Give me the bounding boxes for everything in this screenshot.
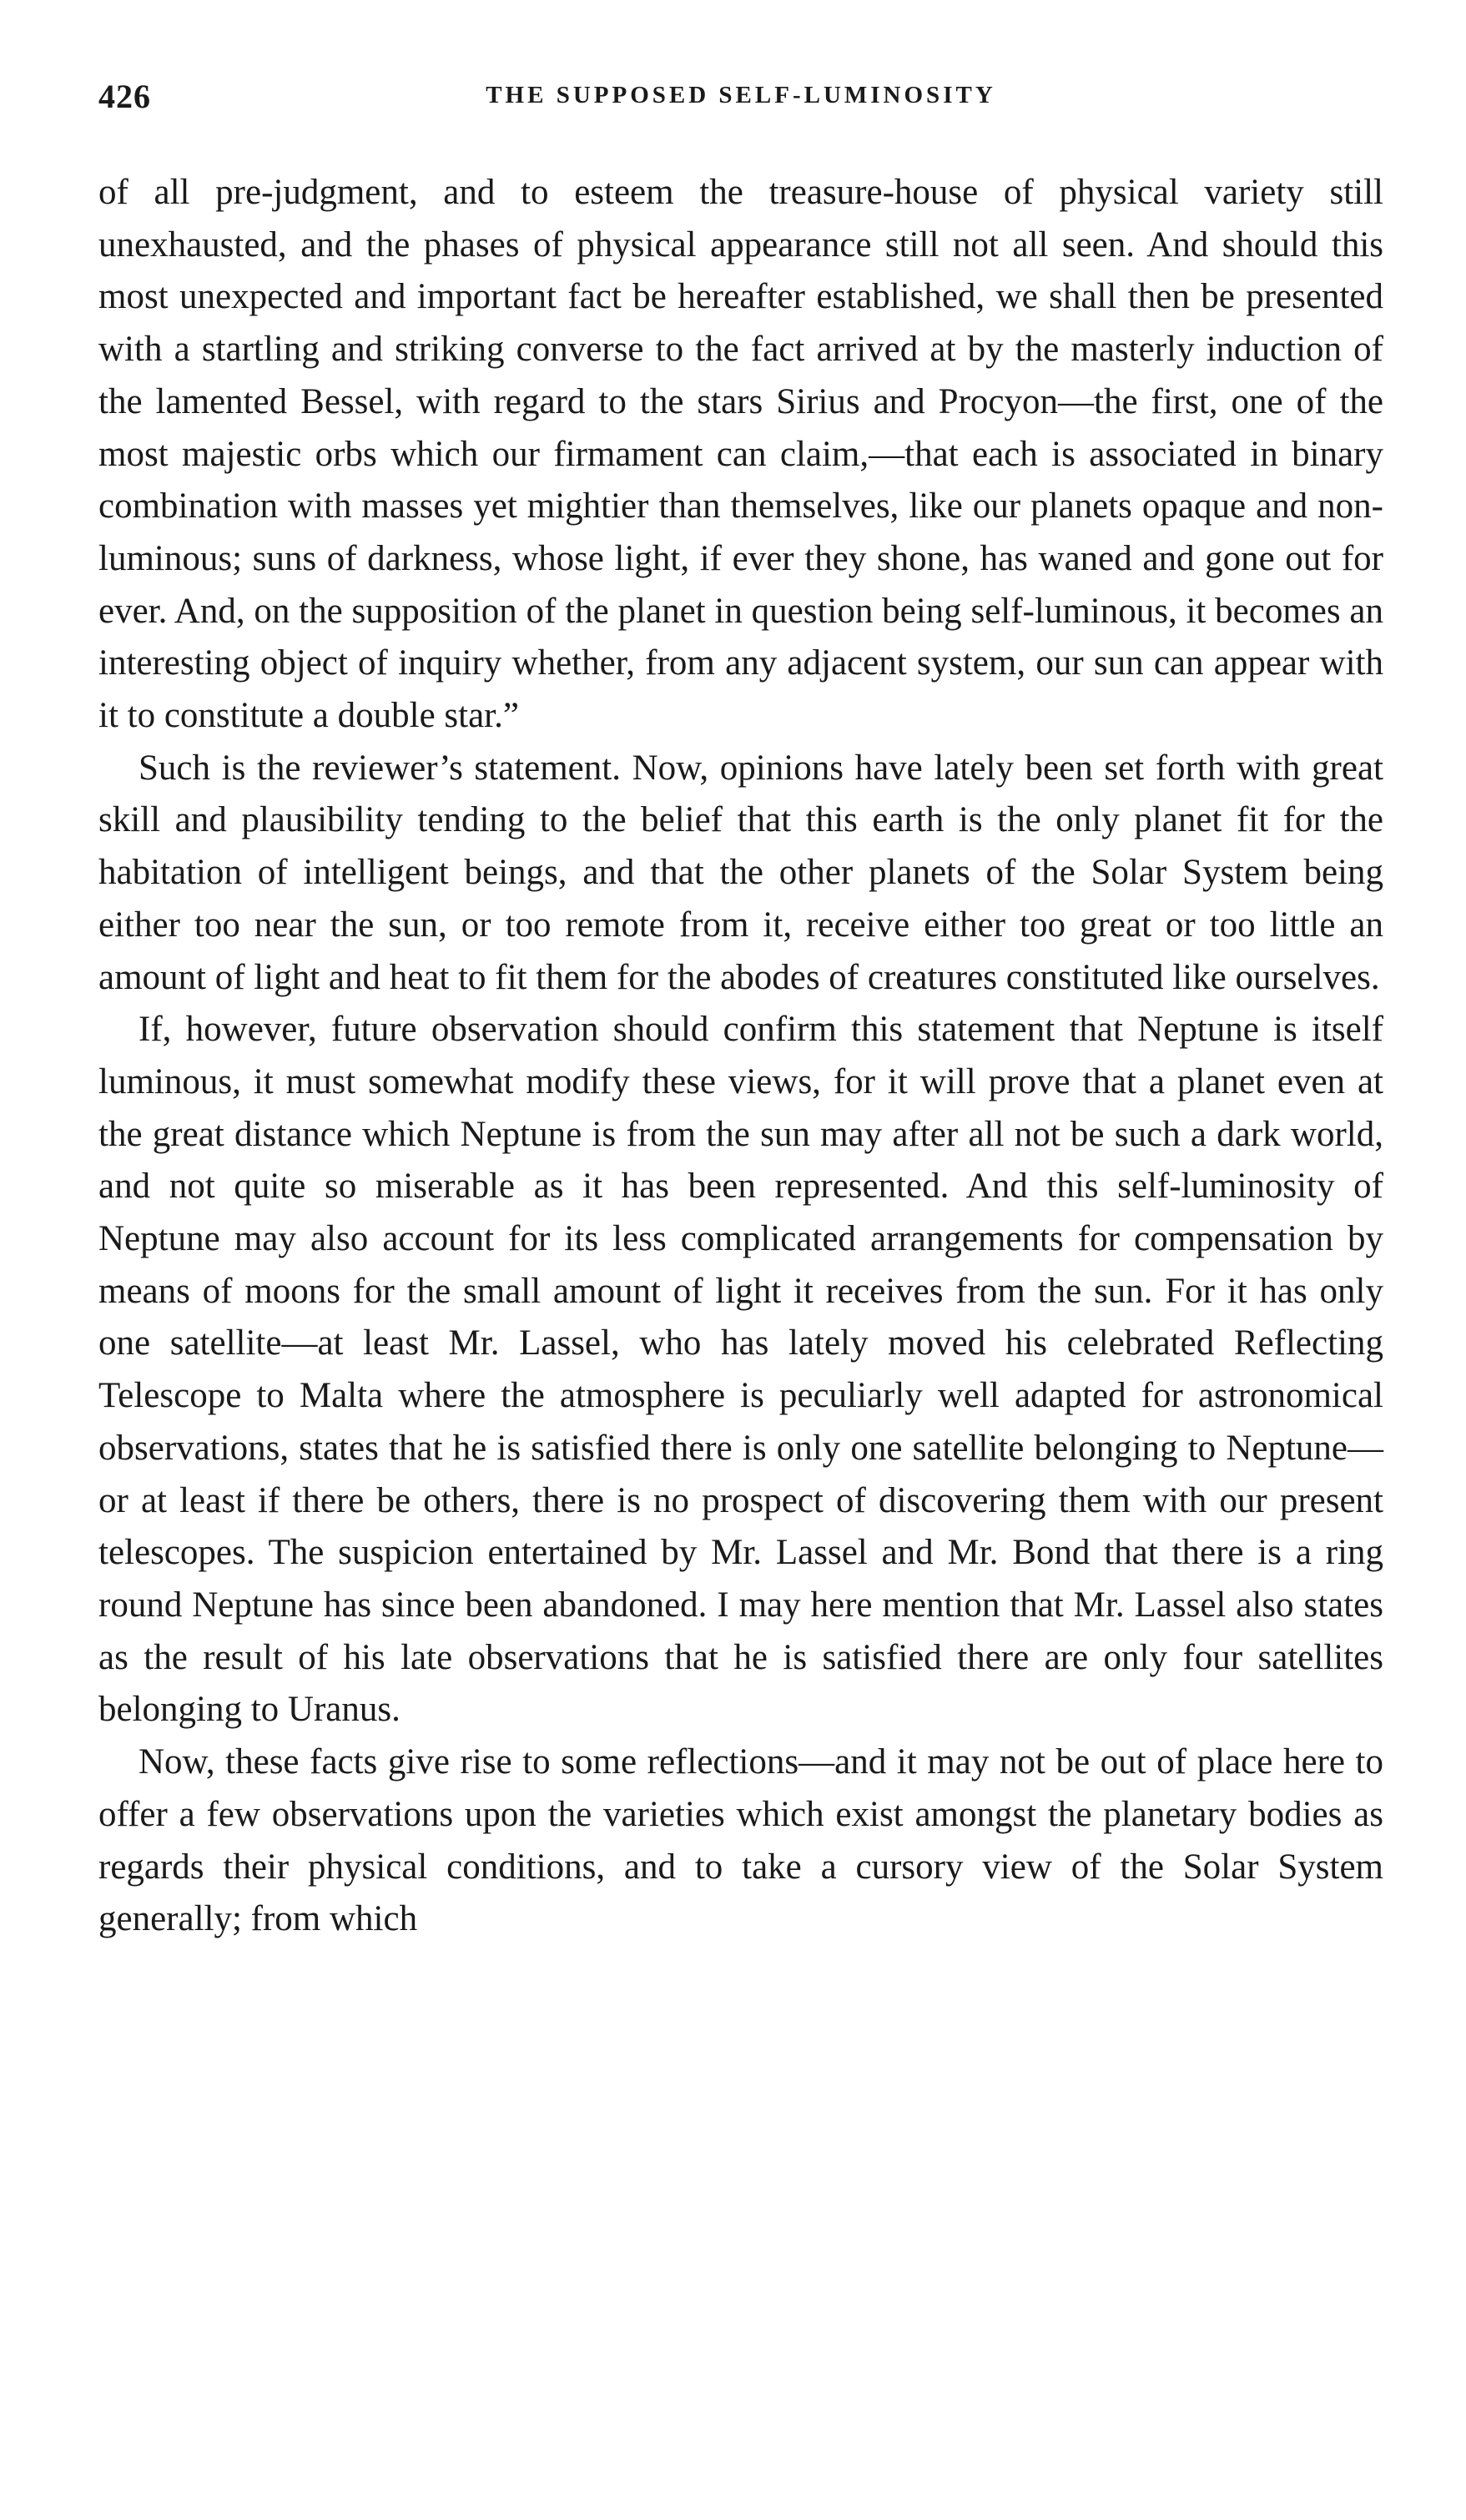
- page-number: 426: [98, 78, 151, 115]
- paragraph-reviewer-statement: Such is the reviewer’s statement. Now, opinions have lately been set forth with great skill and plausibility tending to the belief that this earth is the only planet fit for the habitation of intelligent beings, and that the other planets of the Solar System being either too near the sun, or too remote from it, receive either too great or too little an amount of light and heat to fit them for the abodes of creatures constituted like ourselves.: [98, 748, 1383, 997]
- book-page: [98, 77, 1383, 1946]
- paragraph-neptune-luminous: If, however, future observation should confirm this statement that Neptune is itself luminous, it must somewhat modify these views, for it will prove that a planet even at the great distance which Neptune is from the sun may after all not be such a dark world, and not quite so miserable as it has been represented. And this self-luminosity of Neptune may also account for its less complicated arrangements for compensation by means of moons for the small amount of light it receives from the sun. For it has only one satellite—at least Mr. Lassel, who has lately moved his celebrated Reflecting Telescope to Malta where the atmosphere is peculiarly well adapted for astronomical observations, states that he is satisfied there is only one satellite belonging to Neptune—or at least if there be others, there is no prospect of discovering them with our present telescopes. The suspicion entertained by Mr. Lassel and Mr. Bond that there is a ring round Neptune has since been abandoned. I may here mention that Mr. Lassel also states as the result of his late observations that he is satisfied there are only four satellites belonging to Uranus.: [98, 1010, 1383, 1730]
- paragraph-reflections: Now, these facts give rise to some reflections—and it may not be out of place here to offer a few observations upon the varieties which exist amongst the planetary bodies as regards their physical conditions, and to take a cursory view of the Solar System generally; from which: [98, 1742, 1383, 1939]
- running-head: [98, 77, 1383, 127]
- running-title: THE SUPPOSED SELF-LUMINOSITY: [486, 82, 996, 108]
- paragraph-continuation: of all pre-judgment, and to esteem the treasure-house of physical variety still unexhausted, and the phases of physical appearance still not all seen. And should this most unexpected and important fact be hereafter established, we shall then be presented with a startling and striking converse to the fact arrived at by the masterly induction of the lamented Bessel, with regard to the stars Sirius and Procyon—the first, one of the most majestic orbs which our firmament can claim,—that each is associated in binary combination with masses yet mightier than themselves, like our planets opaque and non-luminous; suns of darkness, whose light, if ever they shone, has waned and gone out for ever. And, on the supposition of the planet in question being self-luminous, it becomes an interesting object of inquiry whether, from any adjacent system, our sun can appear with it to constitute a double star.”: [98, 173, 1383, 736]
- body-text: [98, 167, 1383, 1946]
